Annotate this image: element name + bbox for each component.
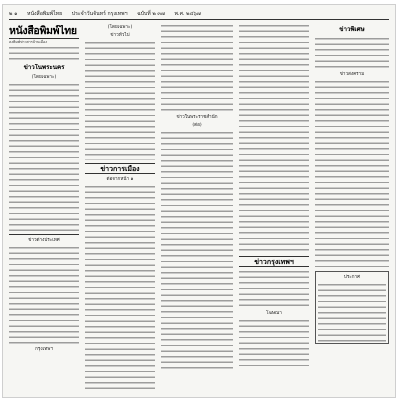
article-text [161, 130, 233, 370]
column-4 [239, 23, 309, 393]
article-text [9, 245, 79, 345]
column-5 [315, 23, 389, 393]
section-heading: ข่าวกรุงเทพฯ [239, 256, 309, 267]
ad-heading: โฆษณา [266, 311, 282, 316]
paper-name: หนังสือพิมพ์ไทย [27, 11, 63, 17]
masthead-text [9, 45, 79, 61]
column-footer: กรุงเทพฯ [35, 347, 53, 352]
masthead-title: หนังสือพิมพ์ไทย [9, 25, 79, 39]
section-heading: ข่าวสงคราม [339, 72, 365, 77]
page-header [9, 9, 389, 20]
article-text [315, 36, 389, 70]
article-text [161, 23, 233, 113]
year-text: พ.ศ. ๒๔๖๗ [174, 11, 201, 17]
issue-number: ฉบับที่ ๒ ๓๗ [137, 11, 165, 17]
column-1 [9, 23, 79, 393]
section-heading: ข่าวในพระนคร [23, 64, 65, 71]
newspaper-page [2, 4, 396, 398]
notice-box [315, 271, 389, 344]
article-heading: ข่าวในพระราชสำนัก [176, 115, 218, 120]
feature-subheading: ต่อจากหน้า ๑ [106, 177, 134, 182]
article-text [85, 184, 155, 393]
article-text [9, 82, 79, 232]
notice-heading: ประกาศ [343, 275, 361, 280]
section-heading: ข่าวต่างประเทศ [28, 238, 60, 243]
ad-text [239, 318, 309, 368]
masthead-subtitle: ลงพิมพ์ข่าวสารบ้านเมือง [9, 40, 47, 44]
page-number: ๒ ๑ [9, 11, 18, 17]
section-subheading: (โดยเฉพาะ) [31, 75, 57, 80]
article-text [239, 23, 309, 253]
divider [9, 234, 79, 235]
article-text [85, 40, 155, 160]
article-subheading: ข่าวทั่วไป [110, 33, 130, 38]
article-subheading: (ต่อ) [192, 123, 202, 128]
section-heading: ข่าวพิเศษ [339, 26, 365, 33]
date-text: ประจำวันจันทร์ กรุงเทพฯ [71, 11, 128, 17]
feature-heading: ข่าวการเมือง [85, 163, 155, 174]
article-text [239, 269, 309, 309]
notice-text [318, 282, 386, 342]
column-2 [85, 23, 155, 393]
article-text [315, 79, 389, 269]
article-heading: (โดยเฉพาะ) [107, 25, 133, 30]
column-3 [161, 23, 233, 393]
